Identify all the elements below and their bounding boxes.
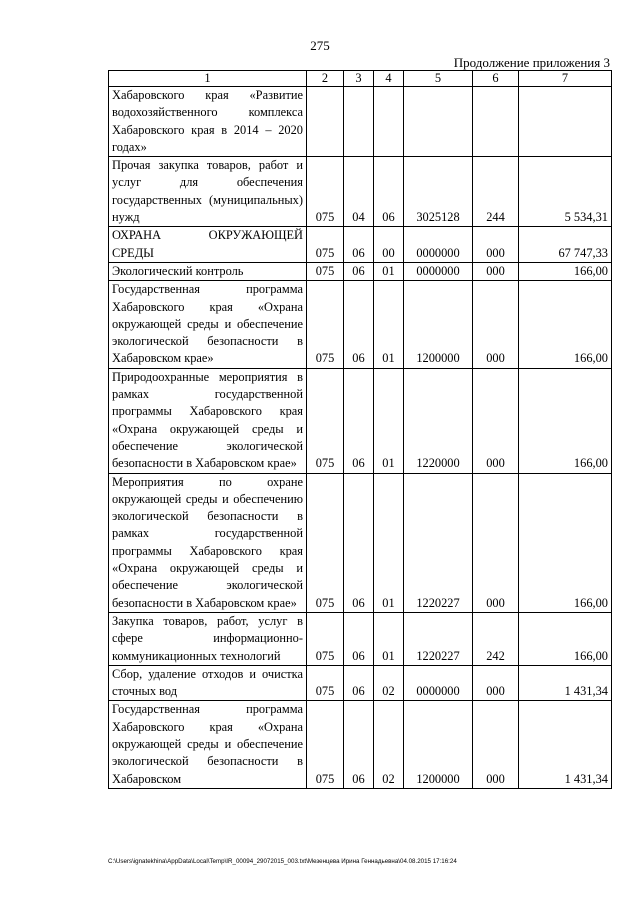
row-name-cell: Хабаровского края «Развитие водохозяйственного комплекса Хабаровского края в 2014 – 2020 годах» xyxy=(109,87,307,157)
subsection-cell: 01 xyxy=(374,368,404,473)
target-article-cell: 1200000 xyxy=(404,281,473,368)
expense-type-cell: 242 xyxy=(473,612,519,665)
admin-code-cell: 075 xyxy=(307,157,344,227)
table-row xyxy=(109,612,612,665)
target-article-cell: 3025128 xyxy=(404,157,473,227)
target-article-cell xyxy=(404,87,473,157)
column-header: 7 xyxy=(519,71,612,87)
footer-file-path: C:\Users\ignatekhina\AppData\Local\Temp\IR_00094_29072015_003.txt\Мезенцева Ирина Геннадьевна\04.08.2015 17:16:24 xyxy=(108,858,457,865)
amount-cell: 166,00 xyxy=(519,368,612,473)
row-name-cell: Закупка товаров, работ, услуг в сфере информационно-коммуникационных технологий xyxy=(109,612,307,665)
expense-type-cell: 000 xyxy=(473,281,519,368)
section-cell: 06 xyxy=(344,612,374,665)
table-row xyxy=(109,227,612,263)
target-article-cell: 1220227 xyxy=(404,612,473,665)
admin-code-cell: 075 xyxy=(307,612,344,665)
subsection-cell: 06 xyxy=(374,157,404,227)
target-article-cell: 0000000 xyxy=(404,665,473,701)
expense-type-cell: 000 xyxy=(473,701,519,788)
amount-cell: 1 431,34 xyxy=(519,701,612,788)
subsection-cell: 01 xyxy=(374,473,404,612)
target-article-cell: 1200000 xyxy=(404,701,473,788)
admin-code-cell xyxy=(307,87,344,157)
amount-cell: 166,00 xyxy=(519,262,612,280)
subsection-cell: 01 xyxy=(374,612,404,665)
table-row xyxy=(109,157,612,227)
amount-cell: 5 534,31 xyxy=(519,157,612,227)
admin-code-cell: 075 xyxy=(307,665,344,701)
admin-code-cell: 075 xyxy=(307,281,344,368)
amount-cell: 166,00 xyxy=(519,281,612,368)
expense-type-cell: 000 xyxy=(473,368,519,473)
row-name-cell: Экологический контроль xyxy=(109,262,307,280)
section-cell xyxy=(344,87,374,157)
target-article-cell: 1220000 xyxy=(404,368,473,473)
amount-cell: 166,00 xyxy=(519,473,612,612)
column-header: 5 xyxy=(404,71,473,87)
section-cell: 04 xyxy=(344,157,374,227)
table-row xyxy=(109,87,612,157)
admin-code-cell: 075 xyxy=(307,473,344,612)
page-number: 275 xyxy=(310,38,330,53)
expense-type-cell: 000 xyxy=(473,227,519,263)
expense-type-cell: 000 xyxy=(473,473,519,612)
expense-type-cell: 000 xyxy=(473,262,519,280)
row-name-cell: Мероприятия по охране окружающей среды и обеспечению экологической безопасности в рамках государственной программы Хабаровского края «Охрана окружающей среды и обеспечение экологической безопасности в Хабаровском крае» xyxy=(109,473,307,612)
subsection-cell: 00 xyxy=(374,227,404,263)
admin-code-cell: 075 xyxy=(307,701,344,788)
amount-cell xyxy=(519,87,612,157)
amount-cell: 1 431,34 xyxy=(519,665,612,701)
column-header: 2 xyxy=(307,71,344,87)
row-name-cell: Государственная программа Хабаровского края «Охрана окружающей среды и обеспечение экологической безопасности в Хабаровском крае» xyxy=(109,281,307,368)
subsection-cell: 02 xyxy=(374,665,404,701)
budget-table xyxy=(108,70,612,789)
section-cell: 06 xyxy=(344,665,374,701)
subsection-cell: 01 xyxy=(374,262,404,280)
section-cell: 06 xyxy=(344,281,374,368)
table-row xyxy=(109,262,612,280)
section-cell: 06 xyxy=(344,227,374,263)
admin-code-cell: 075 xyxy=(307,262,344,280)
expense-type-cell xyxy=(473,87,519,157)
table-row xyxy=(109,473,612,612)
section-cell: 06 xyxy=(344,473,374,612)
table-row xyxy=(109,368,612,473)
continuation-label: Продолжение приложения 3 xyxy=(453,55,610,70)
column-header: 1 xyxy=(109,71,307,87)
table-row xyxy=(109,701,612,788)
section-cell: 06 xyxy=(344,368,374,473)
subsection-cell: 02 xyxy=(374,701,404,788)
subsection-cell xyxy=(374,87,404,157)
column-header: 3 xyxy=(344,71,374,87)
section-cell: 06 xyxy=(344,701,374,788)
row-name-cell: Природоохранные мероприятия в рамках государственной программы Хабаровского края «Охрана окружающей среды и обеспечение экологической безопасности в Хабаровском крае» xyxy=(109,368,307,473)
row-name-cell: Сбор, удаление отходов и очистка сточных вод xyxy=(109,665,307,701)
table-header-row xyxy=(109,71,612,87)
table-row xyxy=(109,281,612,368)
table-row xyxy=(109,665,612,701)
row-name-cell: Прочая закупка товаров, работ и услуг для обеспечения государственных (муниципальных) нужд xyxy=(109,157,307,227)
expense-type-cell: 000 xyxy=(473,665,519,701)
target-article-cell: 0000000 xyxy=(404,227,473,263)
admin-code-cell: 075 xyxy=(307,227,344,263)
amount-cell: 166,00 xyxy=(519,612,612,665)
amount-cell: 67 747,33 xyxy=(519,227,612,263)
column-header: 6 xyxy=(473,71,519,87)
row-name-cell: Государственная программа Хабаровского края «Охрана окружающей среды и обеспечение экологической безопасности в Хабаровском xyxy=(109,701,307,788)
row-name-cell: ОХРАНА ОКРУЖАЮЩЕЙ СРЕДЫ xyxy=(109,227,307,263)
column-header: 4 xyxy=(374,71,404,87)
section-cell: 06 xyxy=(344,262,374,280)
subsection-cell: 01 xyxy=(374,281,404,368)
expense-type-cell: 244 xyxy=(473,157,519,227)
admin-code-cell: 075 xyxy=(307,368,344,473)
target-article-cell: 0000000 xyxy=(404,262,473,280)
target-article-cell: 1220227 xyxy=(404,473,473,612)
